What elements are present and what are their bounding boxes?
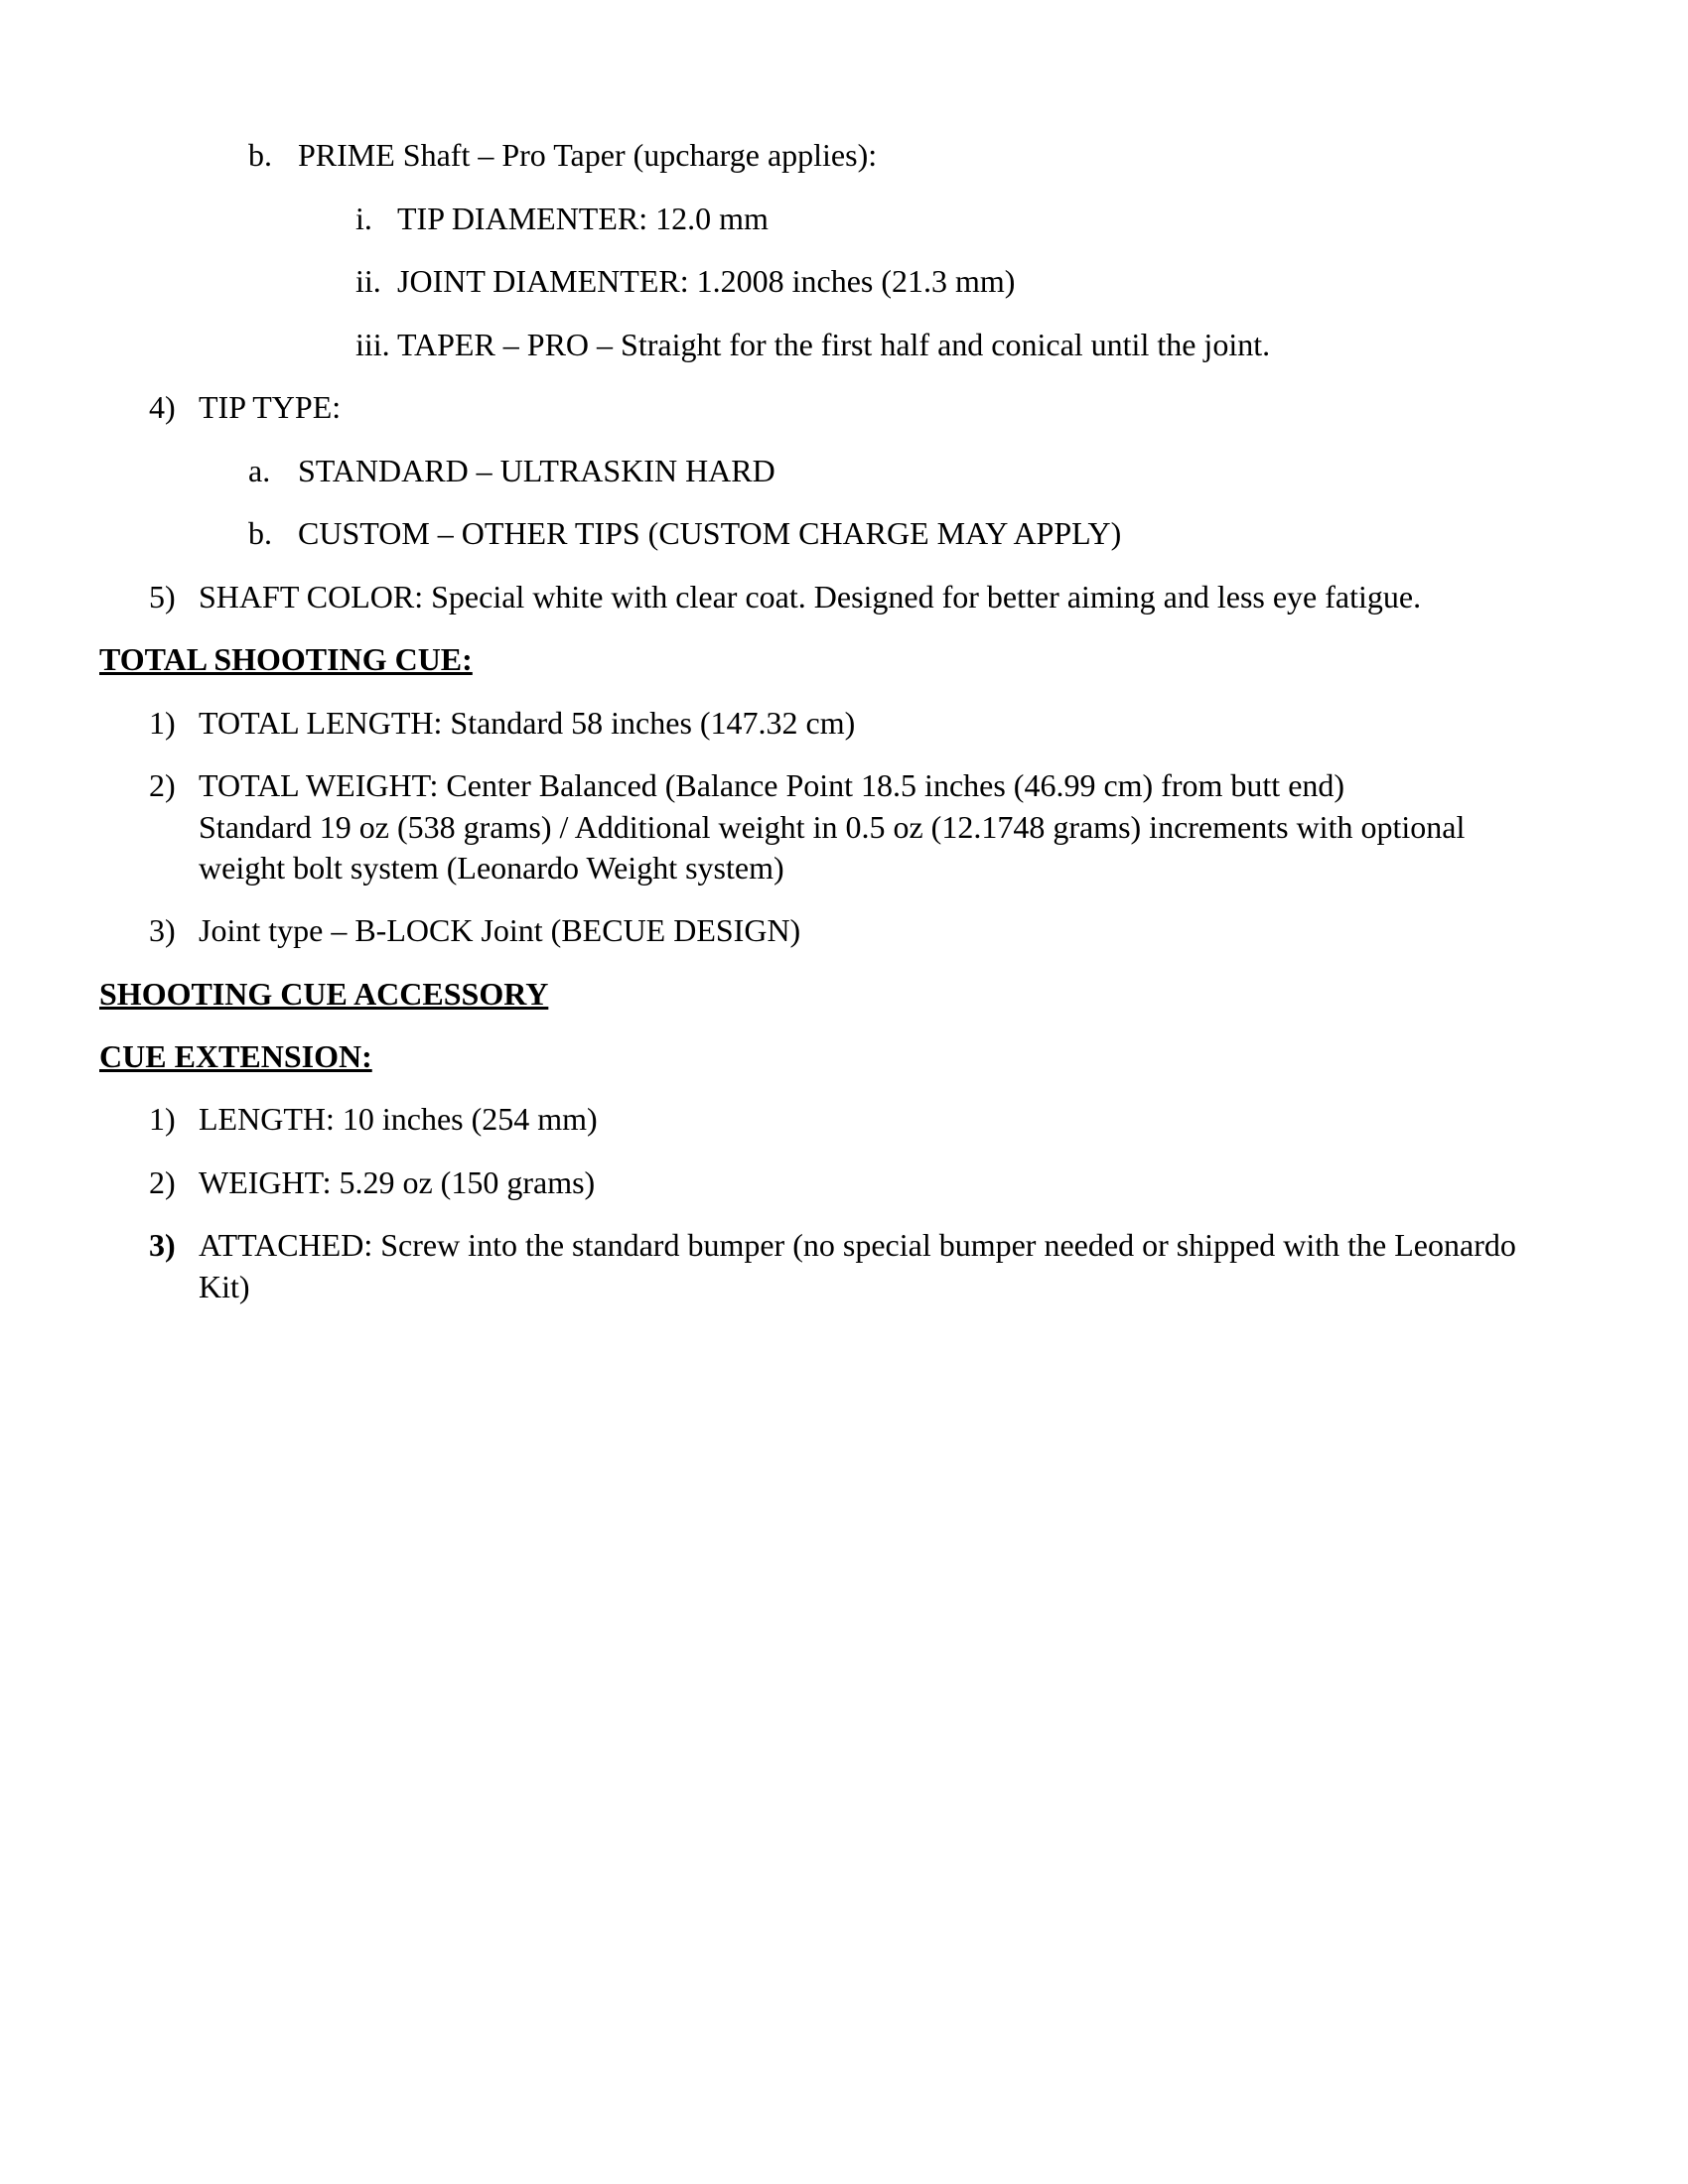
list-marker: 5)	[149, 579, 176, 614]
total-length-item: TOTAL LENGTH: Standard 58 inches (147.32 cm)	[199, 705, 856, 741]
prime-shaft-heading: PRIME Shaft – Pro Taper (upcharge applies):	[298, 137, 878, 173]
tip-type-heading: TIP TYPE:	[199, 389, 342, 425]
list-marker: 4)	[149, 389, 176, 425]
total-weight-line: weight bolt system (Leonardo Weight system)	[199, 850, 784, 886]
tip-diameter-item: TIP DIAMENTER: 12.0 mm	[397, 201, 769, 236]
list-marker: 3)	[149, 1227, 176, 1263]
list-marker: 2)	[149, 1164, 176, 1200]
list-marker: 1)	[149, 705, 176, 741]
shaft-color-item: SHAFT COLOR: Special white with clear coat. Designed for better aiming and less eye fatigue.	[199, 579, 1422, 614]
list-marker: a.	[248, 453, 271, 488]
cue-extension-heading: CUE EXTENSION:	[99, 1038, 372, 1074]
total-weight-line: TOTAL WEIGHT: Center Balanced (Balance Point 18.5 inches (46.99 cm) from butt end)	[199, 767, 1345, 803]
joint-type-item: Joint type – B-LOCK Joint (BECUE DESIGN)	[199, 912, 801, 948]
extension-attached-line: ATTACHED: Screw into the standard bumper (no special bumper needed or shipped with the Leonardo	[199, 1227, 1516, 1263]
list-marker: i.	[355, 201, 372, 236]
total-shooting-cue-heading: TOTAL SHOOTING CUE:	[99, 641, 473, 677]
tip-standard-item: STANDARD – ULTRASKIN HARD	[298, 453, 775, 488]
list-marker: b.	[248, 515, 272, 551]
extension-weight-item: WEIGHT: 5.29 oz (150 grams)	[199, 1164, 596, 1200]
extension-attached-line: Kit)	[199, 1269, 250, 1304]
extension-length-item: LENGTH: 10 inches (254 mm)	[199, 1101, 598, 1137]
shooting-cue-accessory-heading: SHOOTING CUE ACCESSORY	[99, 976, 549, 1012]
list-marker: b.	[248, 137, 272, 173]
list-marker: 2)	[149, 767, 176, 803]
list-marker: 1)	[149, 1101, 176, 1137]
list-marker: 3)	[149, 912, 176, 948]
tip-custom-item: CUSTOM – OTHER TIPS (CUSTOM CHARGE MAY APPLY)	[298, 515, 1122, 551]
list-marker: ii.	[355, 263, 381, 299]
taper-item: TAPER – PRO – Straight for the first half and conical until the joint.	[397, 327, 1271, 362]
joint-diameter-item: JOINT DIAMENTER: 1.2008 inches (21.3 mm)	[397, 263, 1016, 299]
list-marker: iii.	[355, 327, 390, 362]
total-weight-line: Standard 19 oz (538 grams) / Additional weight in 0.5 oz (12.1748 grams) increments with optional	[199, 809, 1466, 845]
